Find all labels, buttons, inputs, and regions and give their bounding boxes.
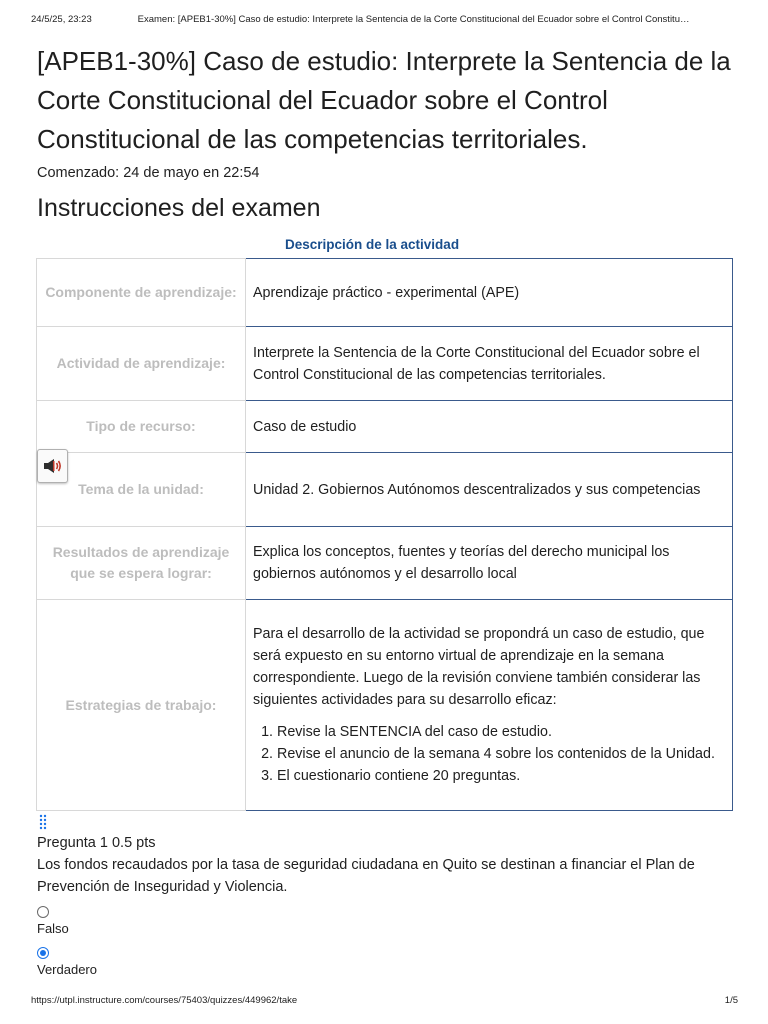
table-row: [37, 401, 733, 453]
answer-radio-true[interactable]: [37, 947, 49, 959]
strategies-paragraph: Para el desarrollo de la actividad se propondrá un caso de estudio, que será expuesto en su entorno virtual de aprendizaje en la semana correspondiente. Luego de la revisión conviene también considerar las siguientes actividades para su desarrollo eficaz:: [253, 626, 705, 708]
question-header: Pregunta 1 0.5 pts: [37, 835, 156, 851]
row-value: Interprete la Sentencia de la Corte Constitucional del Ecuador sobre el Control Constitucional de las competencias territoriales.: [246, 327, 733, 401]
quiz-title: [APEB1-30%] Caso de estudio: Interprete la Sentencia de la Corte Constitucional del Ecuador sobre el Control Constitucional de las competencias territoriales.: [37, 46, 731, 154]
speaker-icon: [42, 457, 64, 475]
page-number: 1/5: [724, 995, 738, 1006]
read-aloud-button[interactable]: [37, 449, 68, 483]
list-item: 2. Revise el anuncio de la semana 4 sobre los contenidos de la Unidad.: [277, 743, 725, 765]
row-label: Estrategias de trabajo:: [37, 600, 246, 811]
table-row: [37, 453, 733, 527]
started-timestamp: Comenzado: 24 de mayo en 22:54: [37, 165, 260, 181]
table-row: [37, 600, 733, 811]
row-value: Unidad 2. Gobiernos Autónomos descentralizados y sus competencias: [246, 453, 733, 527]
activity-table: [36, 258, 733, 811]
answer-option-true[interactable]: [37, 947, 97, 977]
instructions-heading: Instrucciones del examen: [37, 194, 321, 222]
table-row: [37, 259, 733, 327]
row-value: Explica los conceptos, fuentes y teorías del derecho municipal los gobiernos autónomos y el desarrollo local: [246, 527, 733, 600]
row-value: Aprendizaje práctico - experimental (APE): [246, 259, 733, 327]
row-label: Resultados de aprendizaje que se espera lograr:: [37, 527, 246, 600]
answer-option-false[interactable]: [37, 906, 69, 936]
print-header: [31, 14, 748, 25]
strategies-steps: [253, 721, 725, 787]
row-label: Tema de la unidad:: [37, 453, 246, 527]
question-text: Los fondos recaudados por la tasa de seguridad ciudadana en Quito se destinan a financiar el Plan de Prevención de Inseguridad y Violencia.: [37, 857, 695, 895]
list-item: 3. El cuestionario contiene 20 preguntas.: [277, 765, 725, 787]
row-label: Actividad de aprendizaje:: [37, 327, 246, 401]
list-item: 1. Revise la SENTENCIA del caso de estudio.: [277, 721, 725, 743]
print-page-title: Examen: [APEB1-30%] Caso de estudio: Interprete la Sentencia de la Corte Constitucional del Ecuador sobre el Control Constitu…: [137, 14, 690, 25]
print-footer: [31, 995, 738, 1006]
row-value: Caso de estudio: [246, 401, 733, 453]
row-label: Tipo de recurso:: [37, 401, 246, 453]
table-row: [37, 327, 733, 401]
table-row: [37, 527, 733, 600]
row-value-strategies: [246, 600, 733, 811]
print-date: 24/5/25, 23:23: [31, 14, 92, 25]
activity-table-caption: Descripción de la actividad: [285, 237, 460, 252]
answer-label[interactable]: Falso: [37, 921, 69, 936]
answer-radio-false[interactable]: [37, 906, 49, 918]
page-url: https://utpl.instructure.com/courses/75403/quizzes/449962/take: [31, 995, 298, 1006]
row-label: Componente de aprendizaje:: [37, 259, 246, 327]
answer-label[interactable]: Verdadero: [37, 962, 97, 977]
drag-handle-icon[interactable]: [38, 814, 48, 830]
